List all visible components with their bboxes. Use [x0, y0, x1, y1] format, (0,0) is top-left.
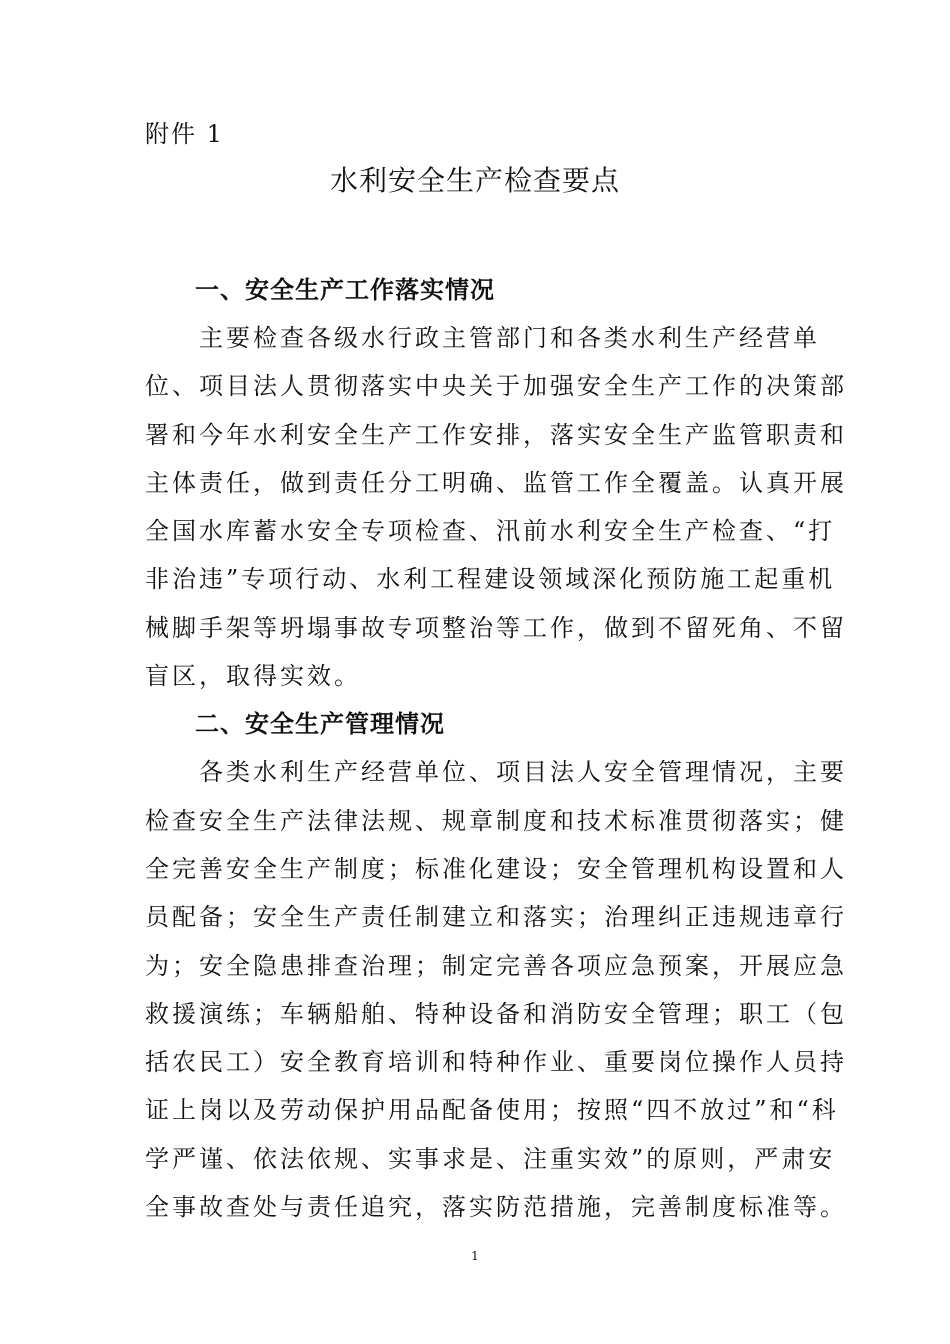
attachment-label: 附件 1 [145, 120, 224, 148]
text-line: 位、项目法人贯彻落实中央关于加强安全生产工作的决策部 [145, 372, 847, 401]
text-line: 全事故查处与责任追究，落实防范措施，完善制度标准等。 [145, 1193, 847, 1222]
text-line: 各类水利生产经营单位、项目法人安全管理情况，主要 [199, 758, 847, 787]
text-line: 盲区，取得实效。 [145, 662, 361, 691]
section-paragraph-safety-management [145, 748, 847, 1231]
text-line: 员配备；安全生产责任制建立和落实；治理纠正违规违章行 [145, 903, 847, 932]
text-line: 证上岗以及劳动保护用品配备使用；按照“四不放过”和“科 [145, 1096, 839, 1125]
page-title: 水利安全生产检查要点 [329, 164, 620, 197]
text-line: 非治违”专项行动、水利工程建设领域深化预防施工起重机 [145, 565, 836, 594]
text-line: 全完善安全生产制度；标准化建设；安全管理机构设置和人 [145, 854, 847, 883]
text-line: 括农民工）安全教育培训和特种作业、重要岗位操作人员持 [145, 1048, 847, 1077]
text-line: 为；安全隐患排查治理；制定完善各项应急预案，开展应急 [145, 951, 847, 980]
section-heading-work-implementation: 一、安全生产工作落实情况 [195, 276, 495, 304]
text-line: 全国水库蓄水安全专项检查、汛前水利安全生产检查、“打 [145, 517, 836, 546]
section-heading-safety-management: 二、安全生产管理情况 [195, 710, 445, 739]
text-line: 械脚手架等坍塌事故专项整治等工作，做到不留死角、不留 [145, 613, 847, 642]
text-line: 救援演练；车辆船舶、特种设备和消防安全管理；职工（包 [145, 999, 847, 1028]
page-number: 1 [471, 1249, 479, 1263]
text-line: 学严谨、依法依规、实事求是、注重实效”的原则，严肃安 [145, 1144, 836, 1173]
text-line: 署和今年水利安全生产工作安排，落实安全生产监管职责和 [145, 420, 847, 449]
text-line: 检查安全生产法律法规、规章制度和技术标准贯彻落实；健 [145, 806, 847, 835]
section-paragraph-work-implementation [145, 314, 847, 700]
text-line: 主体责任，做到责任分工明确、监管工作全覆盖。认真开展 [145, 468, 847, 497]
document-body [145, 266, 847, 1231]
text-line: 主要检查各级水行政主管部门和各类水利生产经营单 [199, 324, 820, 352]
